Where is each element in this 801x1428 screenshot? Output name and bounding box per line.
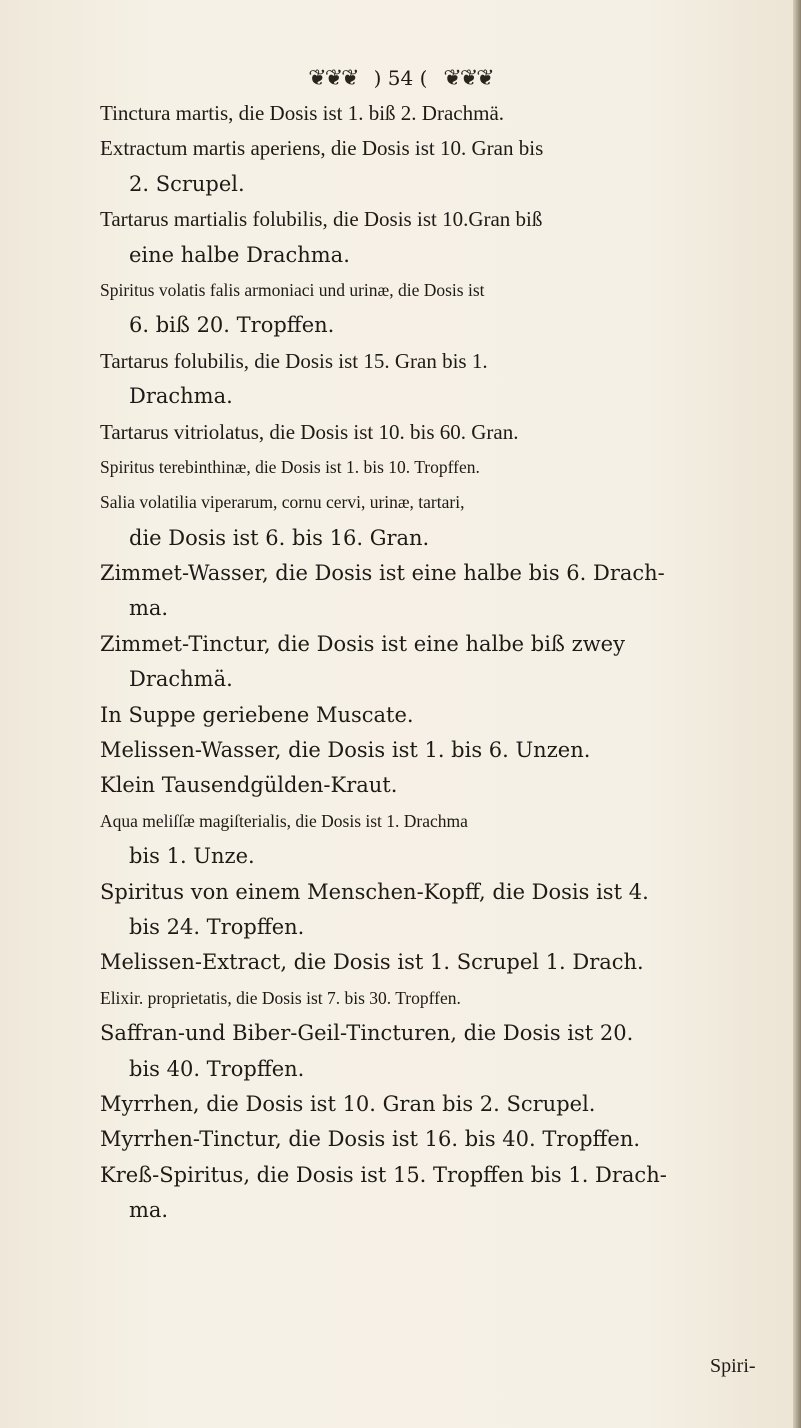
text-line: Elixir. proprietatis, die Dosis ist 7. bis 30. Tropffen. [100,987,461,1008]
text-line: Zimmet-Wasser, die Dosis ist eine halbe bis 6. Drach- [100,561,665,586]
text-line: Kreß-Spiritus, die Dosis ist 15. Tropffen bis 1. Drach- [100,1162,667,1187]
text-body [100,96,790,1229]
text-line: die Dosis ist 6. bis 16. Gran. [129,525,430,550]
text-line: bis 24. Tropffen. [129,914,305,939]
text-line: Tartarus martialis folubilis, die Dosis ist 10.Gran biß [100,207,543,232]
text-line: Melissen-Wasser, die Dosis ist 1. bis 6. Unzen. [100,738,591,763]
text-line: Spiritus von einem Menschen-Kopff, die Dosis ist 4. [100,879,649,904]
ornament-right: ❦❦❦ [443,65,493,91]
text-line: Salia volatilia viperarum, cornu cervi, urinæ, tartari, [100,492,465,513]
text-line: Saffran-und Biber-Geil-Tincturen, die Dosis ist 20. [100,1021,634,1046]
text-line: Myrrhen, die Dosis ist 10. Gran bis 2. Scrupel. [100,1091,596,1116]
ornament-left: ❦❦❦ [308,65,358,91]
text-line: Zimmet-Tinctur, die Dosis ist eine halbe biß zwey [100,631,625,656]
text-line: bis 40. Tropffen. [129,1056,305,1081]
text-line: Tinctura martis, die Dosis ist 1. biß 2. Drachmä. [100,101,505,125]
text-line: bis 1. Unze. [129,844,255,869]
text-line: Drachma. [129,384,233,409]
text-line: Spiritus volatis falis armoniaci und urinæ, die Dosis ist [100,279,485,300]
text-line: Melissen-Extract, die Dosis ist 1. Scrupel 1. Drach. [100,950,644,975]
text-line: Tartarus folubilis, die Dosis ist 15. Gran bis 1. [100,348,488,373]
page-number: ) 54 ( [373,66,428,90]
text-line: 2. Scrupel. [129,171,245,196]
text-line: 6. biß 20. Tropffen. [129,313,335,338]
text-line: Drachmä. [129,667,233,692]
text-line: Myrrhen-Tinctur, die Dosis ist 16. bis 40. Tropffen. [100,1127,641,1152]
text-line: ma. [129,1198,169,1223]
text-line: Klein Tausendgülden-Kraut. [100,773,398,798]
text-line: Spiritus terebinthinæ, die Dosis ist 1. bis 10. Tropffen. [100,456,480,477]
page-header [0,60,801,96]
text-line: Extractum martis aperiens, die Dosis ist 10. Gran bis [100,136,544,161]
text-line: Tartarus vitriolatus, die Dosis ist 10. bis 60. Gran. [100,419,519,444]
text-line: Aqua meliſſæ magiſterialis, die Dosis ist 1. Drachma [100,810,468,831]
page-edge [793,0,801,1428]
text-line: In Suppe geriebene Muscate. [100,702,414,727]
catchword: Spiri- [710,1355,756,1377]
text-line: ma. [129,596,169,621]
text-line: eine halbe Drachma. [129,242,350,267]
